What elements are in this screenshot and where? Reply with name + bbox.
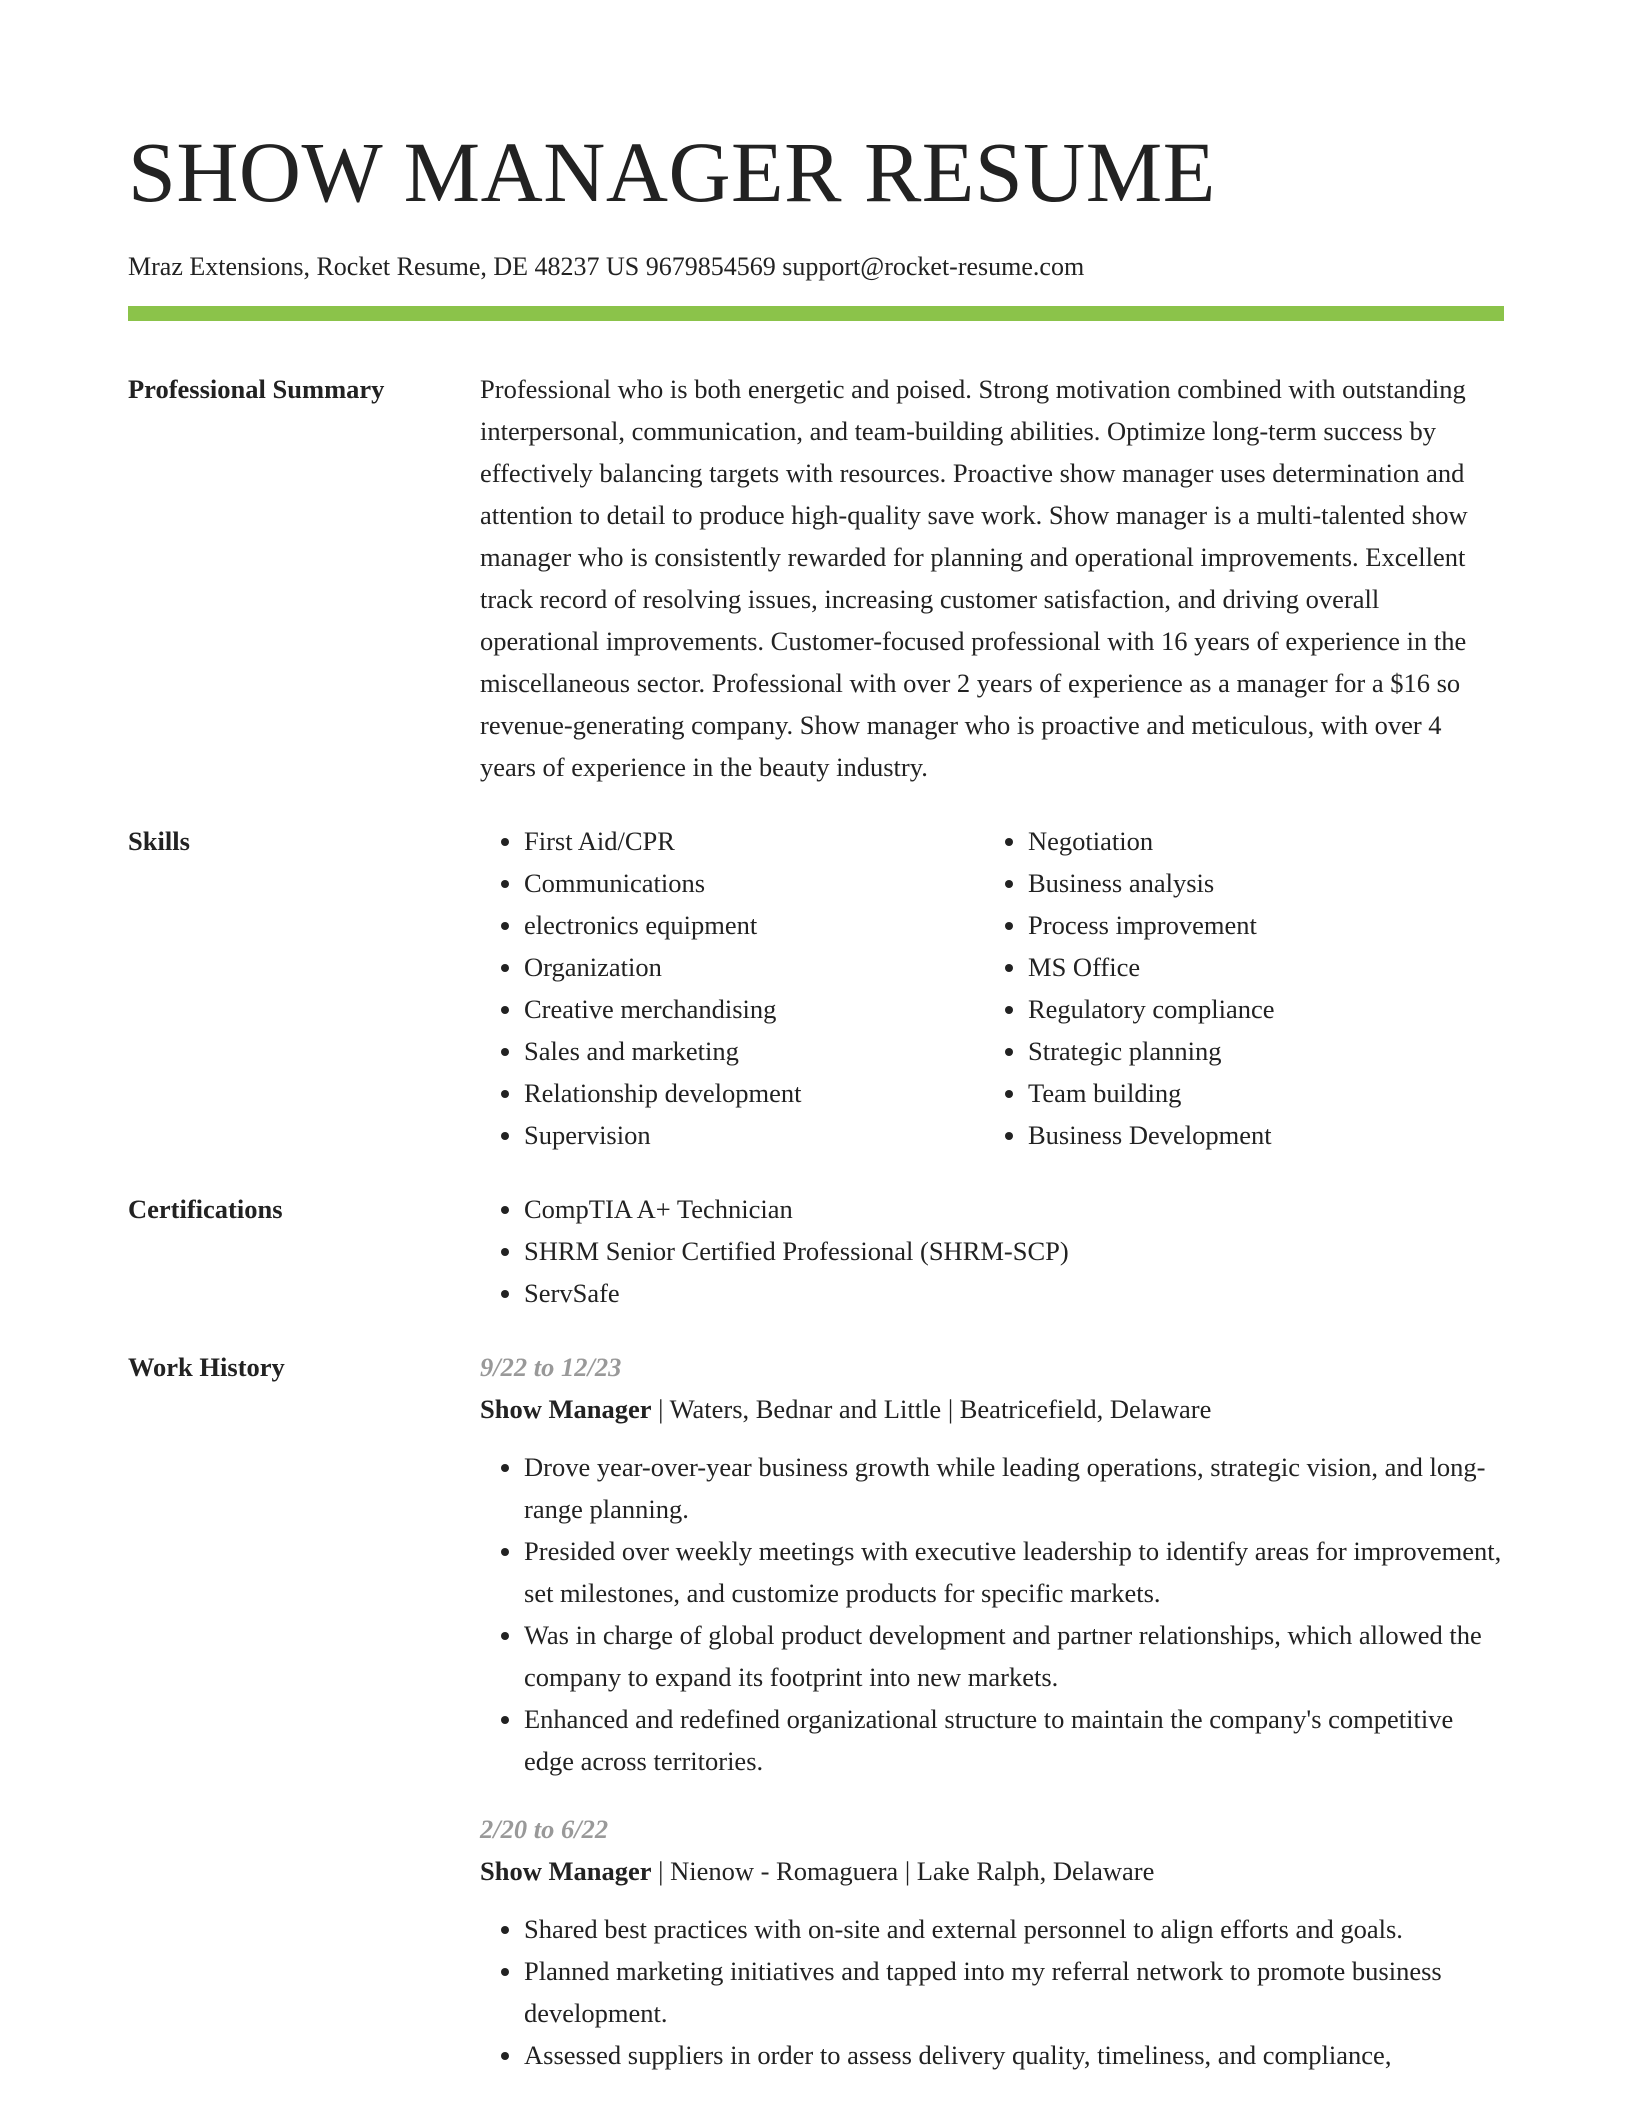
work-history-section <box>128 1346 1504 2076</box>
contact-email: support@rocket-resume.com <box>782 252 1085 281</box>
skill-item: • Regulatory compliance <box>1028 988 1488 1030</box>
job-entry <box>480 1346 1504 1782</box>
job-dates: 2/20 to 6/22 <box>480 1814 609 1844</box>
resume-page <box>128 124 1504 2076</box>
summary-section <box>128 368 1504 788</box>
job-bullet: • Assessed suppliers in order to assess delivery quality, timeliness, and compliance, <box>524 2034 1504 2076</box>
job-role-line <box>480 1850 1504 1892</box>
job-bullet: • Shared best practices with on-site and external personnel to align efforts and goals. <box>524 1908 1504 1950</box>
skill-item: • MS Office <box>1028 946 1488 988</box>
summary-text: Professional who is both energetic and poised. Strong motivation combined with outstanding interpersonal, communication, and team-building abilities. Optimize long-term success by effectively balancing targets with resources. Proactive show manager uses determination and attention to detail to produce high-quality save work. Show manager is a multi-talented show manager who is consistently rewarded for planning and operational improvements. Excellent track record of resolving issues, increasing customer satisfaction, and driving overall operational improvements. Customer-focused professional with 16 years of experience in the miscellaneous sector. Professional with over 2 years of experience as a manager for a $16 so revenue-generating company. Show manager who is proactive and meticulous, with over 4 years of experience in the beauty industry. <box>480 374 1468 782</box>
job-role-line <box>480 1388 1504 1430</box>
certifications-section <box>128 1188 1504 1314</box>
job-title: Show Manager <box>480 1394 652 1424</box>
job-details: | Nienow - Romaguera | Lake Ralph, Delaware <box>658 1856 1155 1886</box>
contact-phone: 9679854569 <box>645 252 776 281</box>
certification-item: • CompTIA A+ Technician <box>524 1188 1504 1230</box>
skill-item: • Business Development <box>1028 1114 1488 1156</box>
contact-line <box>128 250 1504 284</box>
skill-item: • Business analysis <box>1028 862 1488 904</box>
job-bullet: • Presided over weekly meetings with executive leadership to identify areas for improvement, set milestones, and customize products for specific markets. <box>524 1530 1504 1614</box>
contact-address: Mraz Extensions, Rocket Resume, DE 48237 US <box>128 252 640 281</box>
skill-item: • electronics equipment <box>524 904 984 946</box>
job-bullet: • Planned marketing initiatives and tapped into my referral network to promote business development. <box>524 1950 1504 2034</box>
skills-column-right <box>984 820 1488 1156</box>
job-bullets <box>480 1908 1504 2076</box>
job-entry <box>480 1808 1504 2076</box>
skill-item: • Supervision <box>524 1114 984 1156</box>
skill-item: • Relationship development <box>524 1072 984 1114</box>
job-bullet: • Enhanced and redefined organizational structure to maintain the company's competitive edge across territories. <box>524 1698 1504 1782</box>
job-bullets <box>480 1446 1504 1782</box>
job-title: Show Manager <box>480 1856 652 1886</box>
skill-item: • First Aid/CPR <box>524 820 984 862</box>
skill-item: • Sales and marketing <box>524 1030 984 1072</box>
skills-content <box>480 820 1504 1156</box>
skills-column-left <box>480 820 984 1156</box>
work-history-heading: Work History <box>128 1352 285 1382</box>
skill-item: • Strategic planning <box>1028 1030 1488 1072</box>
skill-item: • Creative merchandising <box>524 988 984 1030</box>
work-history-content <box>480 1346 1504 2076</box>
certifications-content <box>480 1188 1504 1314</box>
header-divider <box>128 306 1504 321</box>
skills-heading: Skills <box>128 826 190 856</box>
job-details: | Waters, Bednar and Little | Beatricefield, Delaware <box>658 1394 1212 1424</box>
certification-item: • ServSafe <box>524 1272 1504 1314</box>
certification-item: • SHRM Senior Certified Professional (SHRM-SCP) <box>524 1230 1504 1272</box>
summary-heading: Professional Summary <box>128 374 385 404</box>
job-bullet: • Drove year-over-year business growth while leading operations, strategic vision, and long-range planning. <box>524 1446 1504 1530</box>
skills-section <box>128 820 1504 1156</box>
certifications-heading: Certifications <box>128 1194 283 1224</box>
job-bullet: • Was in charge of global product development and partner relationships, which allowed the company to expand its footprint into new markets. <box>524 1614 1504 1698</box>
skill-item: • Process improvement <box>1028 904 1488 946</box>
skill-item: • Communications <box>524 862 984 904</box>
skill-item: • Organization <box>524 946 984 988</box>
skill-item: • Team building <box>1028 1072 1488 1114</box>
skill-item: • Negotiation <box>1028 820 1488 862</box>
page-title: SHOW MANAGER RESUME <box>128 124 1216 220</box>
job-dates: 9/22 to 12/23 <box>480 1352 622 1382</box>
